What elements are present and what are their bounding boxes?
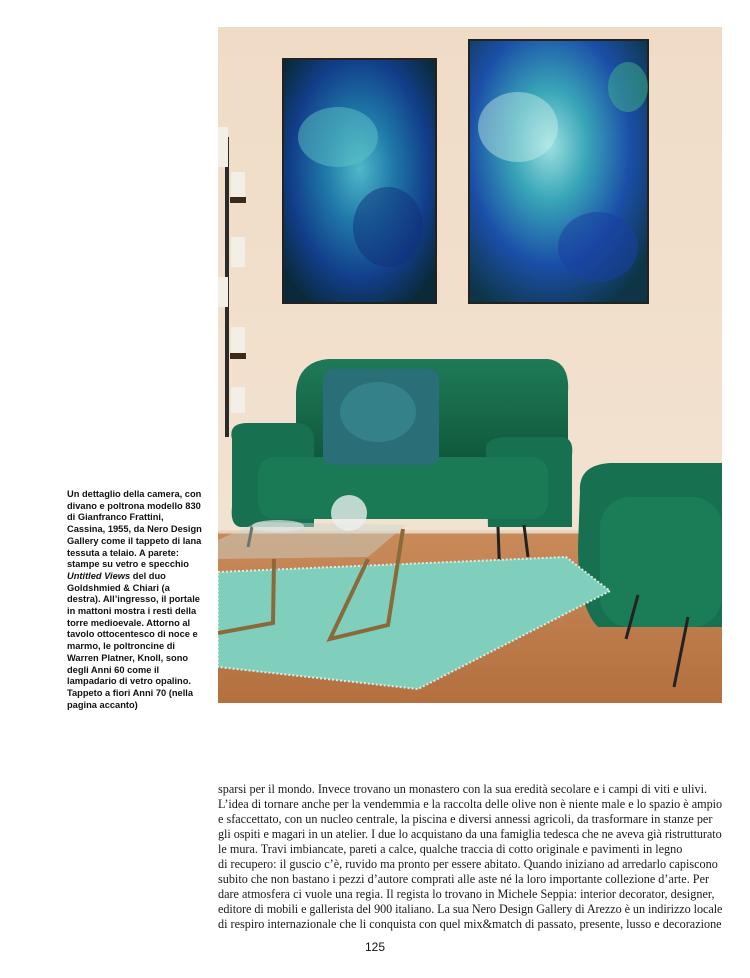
body-line: dare atmosfera ci vuole una regia. Il regista lo trovano in Michele Seppia: interior decorator, designer,: [218, 887, 715, 901]
body-line: sparsi per il mondo. Invece trovano un monastero con la sua eredità secolare e i campi di viti e ulivi.: [218, 782, 708, 796]
body-line: di recupero: il guscio c’è, ruvido ma pronto per essere abitato. Quando iniziano ad arredarlo capiscono: [218, 857, 718, 871]
interior-photo: [218, 27, 722, 703]
body-line: di respiro internazionale che li conquista con quel mix&match di passato, presente, lusso e decorazione: [218, 917, 722, 931]
body-line: e sfaccettato, con un nucleo centrale, la piscina e diversi annessi agricoli, da trasformare in stanze per: [218, 812, 713, 826]
body-line: gli ospiti e magari in un atelier. I due lo acquistano da una famiglia tedesca che ne aveva già ristrutturato: [218, 827, 722, 841]
body-line: L’idea di tornare anche per la vendemmia e la raccolta delle olive non è niente male e lo spazio è ampio: [218, 797, 723, 811]
page-number: 125: [364, 940, 386, 954]
article-body: [218, 782, 722, 932]
photo-caption: [67, 489, 202, 711]
body-line: le mura. Travi imbiancate, pareti a calce, qualche traccia di cotto originale e pavimenti in legno: [218, 842, 683, 856]
caption-text-part2: del duo Goldshmied & Chiari (a destra). All’ingresso, il portale in mattoni mostra i resti della torre medioevale. Attorno al tavolo ottocentesco di noce e marmo, le poltroncine di Warren Platner, Knoll, sono degli Anni 60 come il lampadario di vetro opalino. Tappeto a fiori Anni 70 (nella pagina accanto): [67, 570, 200, 710]
body-line: subito che non bastano i pezzi d’autore comprati alle aste né la loro importante collezione d’arte. Per: [218, 872, 710, 886]
body-line: editore di mobili e gallerista del 900 italiano. La sua Nero Design Gallery di Arezzo è un indirizzo locale: [218, 902, 723, 916]
caption-artwork-title: Untitled Views: [67, 570, 131, 581]
caption-text-part1: Un dettaglio della camera, con divano e poltrona modello 830 di Gianfranco Frattini, Cassina, 1955, da Nero Design Gallery come il tappeto di lana tessuta a telaio. A parete: stampe su vetro e specchio: [67, 489, 202, 570]
room-illustration: [218, 27, 722, 703]
